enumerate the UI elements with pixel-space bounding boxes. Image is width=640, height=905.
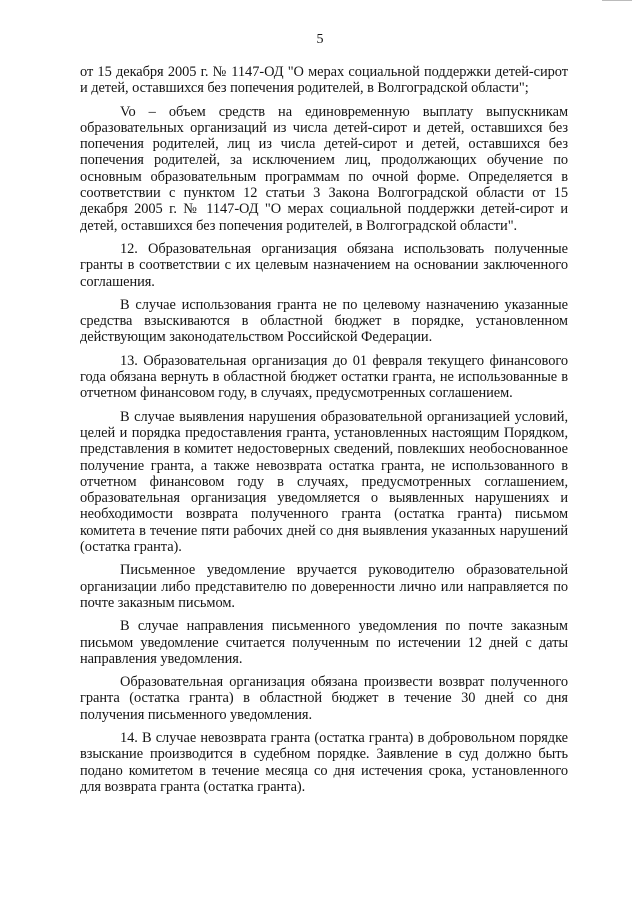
paragraph-clause-14: 14. В случае невозврата гранта (остатка гранта) в добровольном порядке взыскание производится в судебном порядке. Заявление в суд должно быть подано комитетом в течение месяца со дня истечения срока, установленного для возврата гранта (остатка гранта).	[80, 729, 568, 795]
paragraph-clause-12: 12. Образовательная организация обязана использовать полученные гранты в соответствии с их целевым назначением на основании заключенного соглашения.	[80, 240, 568, 290]
paragraph-vo-definition: Vo – объем средств на единовременную выплату выпускникам образовательных организаций из числа детей-сирот и детей, оставшихся без попечения родителей, лиц из числа детей-сирот и детей, оставшихся без попечения родителей, за исключением лиц, продолжающих обучение по основным образовательным программам по очной форме. Определяется в соответствии с пунктом 12 статьи 3 Закона Волгоградской области от 15 декабря 2005 г. № 1147-ОД "О мерах социальной поддержки детей-сирот и детей, оставшихся без попечения родителей, в Волгоградской области".	[80, 103, 568, 234]
paragraph-continuation: от 15 декабря 2005 г. № 1147-ОД "О мерах социальной поддержки детей-сирот и детей, оставшихся без попечения родителей, в Волгоградской области";	[80, 64, 568, 97]
paragraph-refund-obligation: Образовательная организация обязана произвести возврат полученного гранта (остатка гранта) в областной бюджет в течение 30 дней со дня получения письменного уведомления.	[80, 674, 568, 723]
scan-edge-mark	[602, 0, 632, 1]
paragraph-notice-received: В случае направления письменного уведомления по почте заказным письмом уведомление считается полученным по истечении 12 дней с даты направления уведомления.	[80, 618, 568, 667]
document-body	[80, 64, 568, 795]
page-number: 5	[316, 32, 324, 47]
paragraph-violations: В случае выявления нарушения образовательной организацией условий, целей и порядка предоставления гранта, установленных настоящим Порядком, представления в комитет недостоверных сведений, повлекших необоснованное получение гранта, а также невозврата остатка гранта, не использованного в отчетном финансовом году в случаях, предусмотренных соглашением, образовательная организация уведомляется о выявленных нарушениях и необходимости возврата полученного гранта (остатка гранта) письмом комитета в течение пяти рабочих дней со дня выявления указанных нарушений (остатка гранта).	[80, 408, 568, 556]
paragraph-misuse: В случае использования гранта не по целевому назначению указанные средства взыскиваются в областной бюджет в порядке, установленном действующим законодательством Российской Федерации.	[80, 296, 568, 346]
paragraph-clause-13: 13. Образовательная организация до 01 февраля текущего финансового года обязана вернуть в областной бюджет остатки гранта, не использованные в отчетном финансовом году, в случаях, предусмотренных соглашением.	[80, 352, 568, 402]
paragraph-notice-delivery: Письменное уведомление вручается руководителю образовательной организации либо представителю по доверенности лично или направляется по почте заказным письмом.	[80, 562, 568, 611]
